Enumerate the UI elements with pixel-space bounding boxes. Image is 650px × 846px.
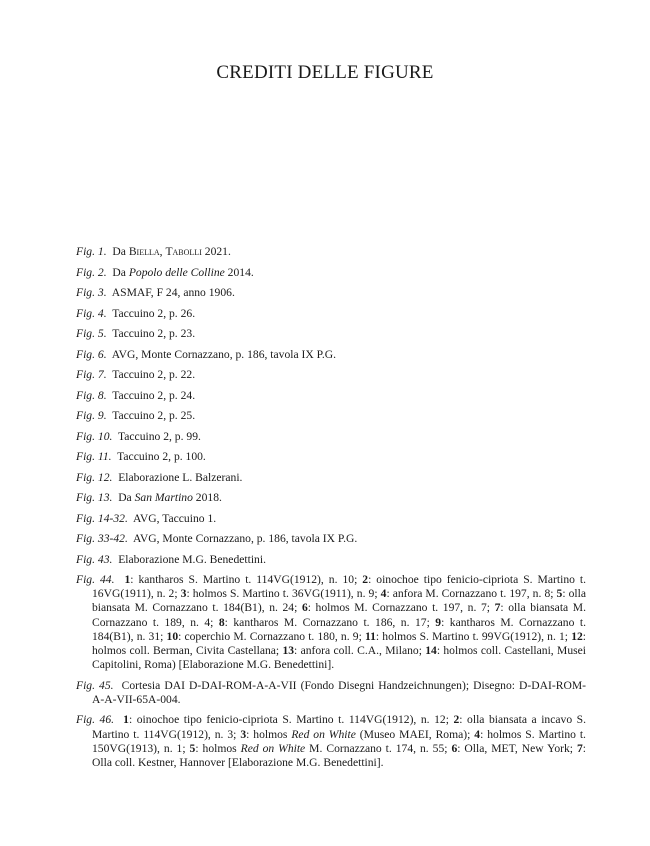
credit-text: : holmos [195, 741, 241, 755]
credit-text: Popolo delle Colline [128, 265, 225, 279]
credit-text: : olla biansata M. Cornazzano t. 189, n. 4; [92, 601, 586, 629]
credit-text: (Museo MAEI, Roma); [355, 727, 475, 741]
credit-text: Taccuino 2, p. 22. [112, 368, 196, 381]
credit-text: : coperchio M. Cornazzano t. 180, n. 9; [178, 629, 365, 643]
item-number: 11 [364, 629, 376, 643]
credit-text: : oinochoe tipo fenicio-cipriota S. Martino t. 16VG(1911), n. 2; [92, 573, 587, 601]
figure-label: Fig. 45. [76, 678, 114, 692]
credit-text: : kantharos S. Martino t. 114VG(1912), n. 10; [130, 573, 363, 586]
figure-label: Fig. 3. [76, 286, 107, 299]
credit-text: Cortesia DAI D-DAI-ROM-A-A-VII (Fondo Disegni Handzeichnungen); Disegno: D-DAI-ROM-A-A-VII-65A-004. [92, 678, 586, 706]
credit-text: : holmos S. Martino t. 150VG(1913), n. 1; [92, 727, 586, 755]
credit-text: : holmos S. Martino t. 36VG(1911), n. 9; [186, 587, 381, 601]
credit-text: : holmos coll. Berman, Civita Castellana; [92, 629, 587, 658]
credit-text: : kantharos M. Cornazzano t. 186, n. 17; [224, 615, 436, 629]
credit-text: : holmos S. Martino t. 99VG(1912), n. 1; [375, 629, 572, 643]
credit-text: Elaborazione L. Balzerani. [118, 470, 243, 484]
item-number: 3 [240, 727, 247, 741]
credit-entry [76, 532, 586, 546]
item-number: 4 [380, 587, 387, 601]
credit-text: : Olla, MET, New York; [457, 741, 577, 755]
figure-label: Fig. 7. [76, 368, 107, 381]
item-number: 8 [218, 615, 225, 629]
item-number: 10 [166, 629, 179, 643]
credit-text: Taccuino 2, p. 24. [112, 388, 196, 402]
item-number: 5 [189, 741, 196, 755]
item-number: 4 [474, 727, 481, 741]
figure-credits-list [76, 245, 586, 777]
credit-entry [76, 409, 586, 423]
figure-label: Fig. 46. [76, 713, 115, 727]
credit-entry [76, 471, 586, 485]
figure-label: Fig. 12. [76, 470, 113, 484]
credit-entry [76, 307, 586, 321]
credit-entry [76, 245, 586, 259]
figure-label: Fig. 9. [76, 409, 107, 422]
credit-text: : oinochoe tipo fenicio-cipriota S. Martino t. 114VG(1912), n. 12; [128, 713, 454, 727]
credit-text: , [159, 245, 166, 258]
credit-text: : Olla coll. Kestner, Hannover [Elaborazione M.G. Benedettini]. [92, 741, 587, 770]
credit-entry [76, 713, 586, 770]
credit-entry [76, 553, 586, 567]
item-number: 9 [435, 615, 442, 629]
credit-text: Taccuino 2, p. 26. [112, 306, 196, 320]
credit-text: 2021. [201, 245, 231, 258]
credit-entry [76, 430, 586, 444]
figure-label: Fig. 11. [76, 450, 112, 463]
item-number: 7 [494, 601, 501, 615]
figure-label: Fig. 43. [76, 552, 113, 566]
credit-text: AVG, Monte Cornazzano, p. 186, tavola IX P.G. [133, 532, 358, 545]
credit-entry [76, 491, 586, 505]
credit-entry [76, 348, 586, 362]
credit-entry [76, 389, 586, 403]
credit-entry [76, 573, 586, 672]
page-title: CREDITI DELLE FIGURE [216, 62, 434, 83]
credit-text: : holmos M. Cornazzano t. 197, n. 7; [307, 601, 495, 615]
credit-text: Red on White [240, 741, 306, 755]
figure-label: Fig. 44. [76, 573, 115, 586]
credit-entry [76, 450, 586, 464]
figure-label: Fig. 2. [76, 265, 107, 279]
figure-label: Fig. 33-42. [76, 532, 128, 545]
item-number: 7 [576, 741, 583, 755]
credit-entry [76, 679, 586, 707]
credit-text: Taccuino 2, p. 23. [112, 327, 196, 340]
credit-text: ASMAF, F 24, anno 1906. [111, 286, 235, 299]
credit-text: Da [112, 265, 129, 279]
item-number: 3 [180, 587, 187, 601]
credit-text: Tabolli [165, 245, 202, 258]
credit-text: San Martino [134, 491, 193, 504]
item-number: 6 [451, 741, 458, 755]
item-number: 12 [571, 629, 583, 643]
credit-text: : anfora coll. C.A., Milano; [294, 644, 426, 658]
item-number: 5 [556, 587, 563, 601]
item-number: 6 [301, 601, 308, 615]
credit-text: : holmos [246, 727, 292, 741]
item-number: 1 [124, 573, 131, 586]
credit-text: : kantharos M. Cornazzano t. 184(B1), n. 31; [92, 615, 586, 643]
credit-entry [76, 266, 586, 280]
credit-text: 2018. [192, 491, 222, 504]
figure-label: Fig. 14-32. [76, 511, 128, 525]
item-number: 2 [453, 713, 460, 727]
item-number: 1 [123, 713, 129, 727]
figure-label: Fig. 1. [76, 245, 107, 258]
credit-text: Taccuino 2, p. 99. [117, 429, 201, 443]
figure-label: Fig. 8. [76, 388, 107, 402]
figure-label: Fig. 6. [76, 347, 107, 361]
credit-text: : olla biansata M. Cornazzano t. 184(B1), n. 24; [92, 587, 587, 615]
figure-label: Fig. 5. [76, 327, 107, 340]
figure-label: Fig. 4. [76, 306, 107, 320]
credit-entry [76, 512, 586, 526]
credit-text: M. Cornazzano t. 174, n. 55; [305, 741, 452, 755]
item-number: 14 [425, 644, 437, 658]
credit-entry [76, 286, 586, 300]
credit-text: Taccuino 2, p. 25. [112, 409, 196, 422]
credit-text: Biella [128, 245, 160, 258]
credit-text: : anfora M. Cornazzano t. 197, n. 8; [386, 587, 557, 601]
item-number: 13 [282, 644, 295, 658]
credit-text: : olla biansata a incavo S. Martino t. 114VG(1912), n. 3; [92, 713, 587, 741]
credit-text: AVG, Monte Cornazzano, p. 186, tavola IX P.G. [111, 347, 336, 361]
credit-text: Da [118, 491, 135, 504]
credit-text: Taccuino 2, p. 100. [117, 450, 206, 463]
credit-text: : holmos coll. Castellani, Musei Capitolini, Roma) [Elaborazione M.G. Benedettini]. [92, 644, 586, 672]
credit-text: Elaborazione M.G. Benedettini. [118, 552, 266, 566]
figure-label: Fig. 13. [76, 491, 113, 504]
figure-label: Fig. 10. [76, 429, 113, 443]
credit-entry [76, 368, 586, 382]
credit-text: 2014. [224, 265, 254, 279]
credit-text: Red on White [291, 727, 356, 741]
credit-text: Da [112, 245, 129, 258]
credit-entry [76, 327, 586, 341]
credit-text: AVG, Taccuino 1. [133, 511, 217, 525]
item-number: 2 [362, 573, 369, 586]
